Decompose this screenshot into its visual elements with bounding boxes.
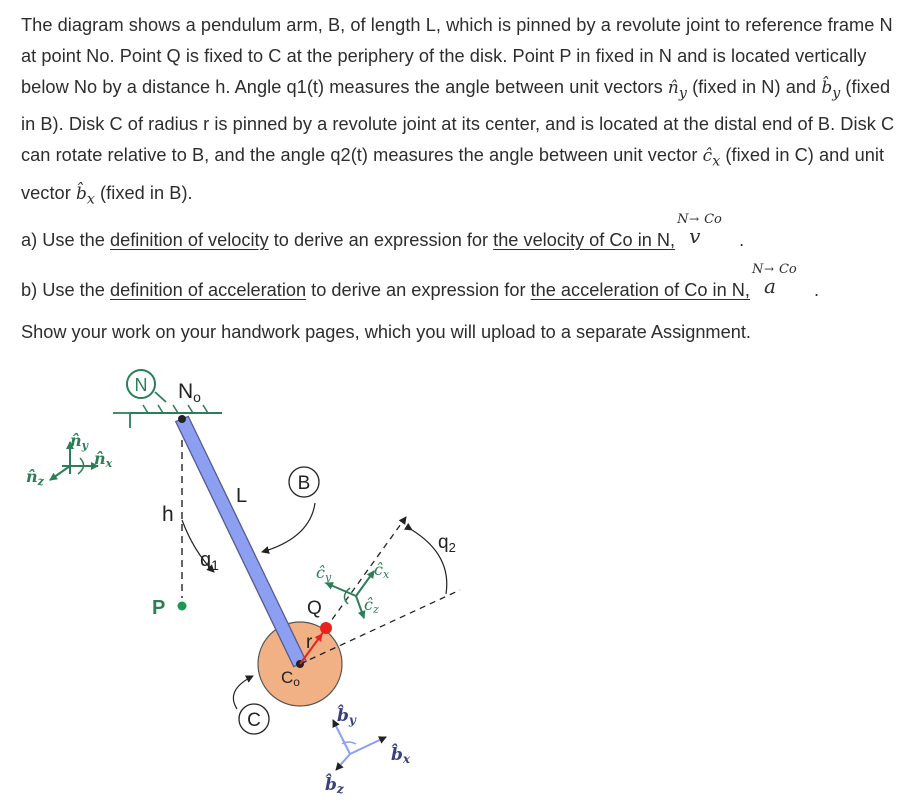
frame-n-leader bbox=[155, 392, 166, 402]
b-leader bbox=[262, 503, 315, 552]
p-label: P bbox=[152, 597, 166, 619]
ground-hatch bbox=[113, 405, 222, 428]
bx-label: b̂x bbox=[391, 745, 411, 766]
cy-label: ĉy bbox=[316, 563, 332, 584]
bx-symbol: $b̂_x$ bbox=[75, 183, 95, 208]
frame-n-badge bbox=[127, 370, 155, 398]
q2-label: $q_2$ bbox=[438, 532, 456, 555]
q1-label: $q_1$ bbox=[200, 549, 219, 573]
nz-label: n̂z bbox=[26, 467, 44, 488]
by-symbol: $b̂_y$ bbox=[821, 78, 841, 102]
q-label: Q bbox=[307, 598, 322, 619]
cx-label: ĉx bbox=[374, 560, 390, 581]
ny-label: n̂y bbox=[70, 431, 89, 452]
co-label: Co bbox=[281, 668, 300, 689]
nx-label: n̂x bbox=[94, 449, 113, 470]
point-p bbox=[178, 602, 187, 611]
cz-label: ĉz bbox=[364, 595, 379, 616]
by-label: b̂y bbox=[337, 706, 356, 727]
ny-symbol: $n̂_y$ bbox=[667, 78, 687, 102]
velocity-of-co-in-n-link: the velocity of Co in N, bbox=[493, 230, 676, 250]
no-label: No bbox=[178, 380, 201, 405]
svg-text:B: B bbox=[297, 473, 311, 494]
l-label: L bbox=[236, 485, 248, 507]
svg-text:N: N bbox=[134, 375, 148, 395]
b-unit-vectors bbox=[333, 720, 386, 770]
part-b: b) Use the definition of acceleration to derive an expression for the acceleration of Co in N, N → a Co . bbox=[21, 262, 820, 300]
h-label: h bbox=[162, 503, 174, 526]
cx-symbol: $ĉ_x$ bbox=[702, 146, 721, 170]
part-a: a) Use the definition of velocity to derive an expression for the velocity of Co in N, N → v Co . bbox=[21, 212, 745, 250]
intro-paragraph: The diagram shows a pendulum arm, B, of length L, which is pinned by a revolute joint to reference frame N at point No. Point Q is fixed to C at the periphery of the disk. Point P in fixed in N and is located vertically below No by a distance h. Angle q1(t) measures the angle between unit vectors $n̂_y$ (fixed in N) and $b̂_y$ (fixed in B). Disk C of radius r is pinned by a revolute joint at its center, and is located at the distal end of B. Disk C can rotate relative to B, and the angle q2(t) measures the angle between unit vector $ĉ_x$ (fixed in C) and unit vector $b̂_x$ (fixed in B). bbox=[21, 15, 895, 208]
acceleration-notation: N → a Co bbox=[751, 262, 797, 298]
pivot-no bbox=[178, 415, 186, 423]
point-q bbox=[320, 622, 332, 634]
r-label: r bbox=[306, 632, 313, 653]
velocity-notation: N → v Co bbox=[677, 212, 722, 248]
definition-of-acceleration-link: definition of acceleration bbox=[109, 280, 307, 300]
instructions: Show your work on your handwork pages, which you will upload to a separate Assignment. bbox=[21, 322, 751, 342]
acceleration-of-co-in-n-link: the acceleration of Co in N, bbox=[530, 280, 750, 300]
svg-text:C: C bbox=[247, 710, 261, 731]
definition-of-velocity-link: definition of velocity bbox=[109, 230, 269, 250]
bz-label: b̂z bbox=[325, 775, 344, 796]
